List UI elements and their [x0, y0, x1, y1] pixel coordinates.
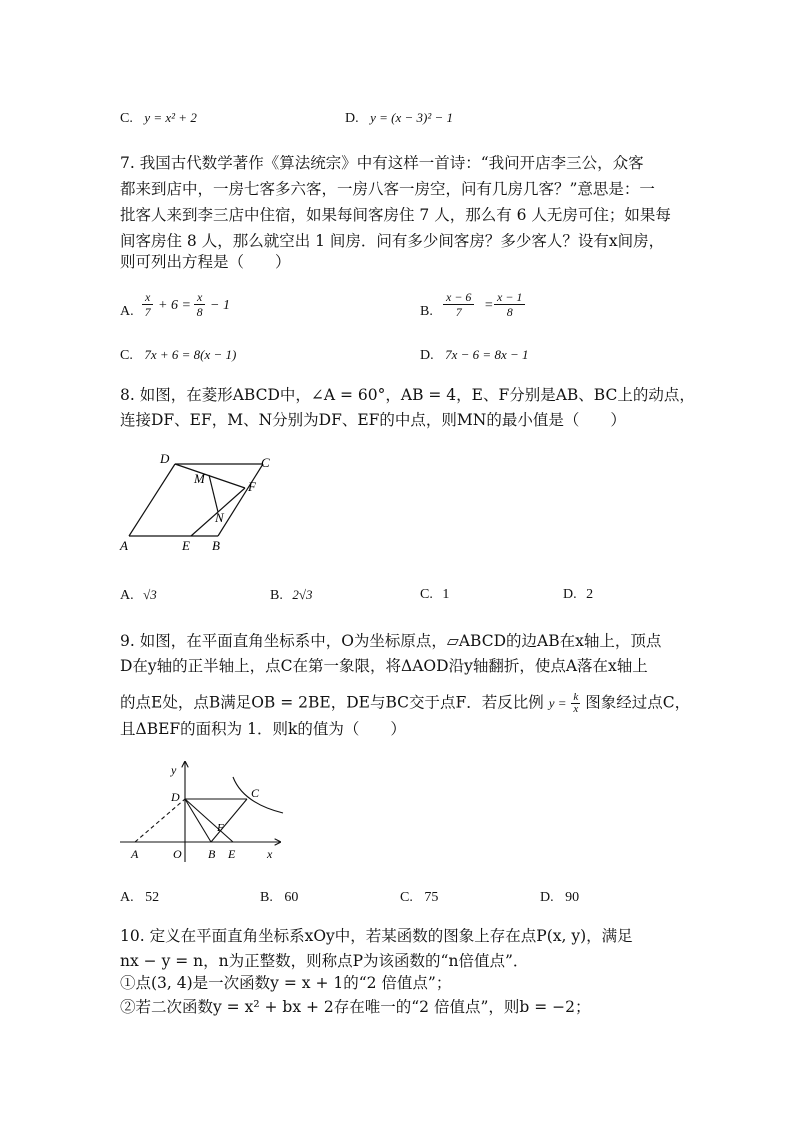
q8-label-b: B [212, 538, 220, 553]
q7-option-a-frac2-num: x [194, 290, 205, 305]
q9-fraction-den: x [573, 703, 579, 715]
q7-option-b-fraction-2 [494, 290, 525, 319]
q9-label-e: E [228, 847, 236, 861]
q9-label-x: x [267, 847, 273, 861]
q8-option-c [420, 587, 449, 603]
q9-option-b-value: 60 [284, 890, 299, 905]
q8-option-b-value: 2√3 [292, 587, 313, 602]
q7-text-line-4: 间客房住 8 人，那么就空出 1 间房．问有多少间客房？多少客人？设有x间房， [120, 232, 665, 250]
q8-label-m: M [194, 471, 205, 486]
q10-text-line-2: nx − y = n，n为正整数，则称点P为该函数的“n倍值点”． [120, 952, 529, 970]
q8-label-d: D [160, 451, 170, 466]
q9-option-b-label: B. [260, 890, 273, 905]
q7-option-c [120, 347, 236, 364]
q9-fraction-num: k [573, 691, 579, 703]
q8-text-line-2: 连接DF、EF，M、N分别为DF、EF的中点，则MN的最小值是（ ） [120, 411, 626, 429]
q7-option-b-frac2-den: 8 [506, 305, 513, 319]
q6-option-d [345, 110, 453, 127]
q7-option-d [420, 347, 528, 364]
q7-option-b-frac2-num: x − 1 [494, 290, 525, 305]
q6-option-d-expr: y = (x − 3)² − 1 [370, 110, 454, 125]
q8-rhombus-figure [115, 445, 290, 555]
q8-label-c: C [261, 455, 270, 470]
q7-option-b-frac1-den: 7 [455, 305, 462, 319]
q7-text-line-1: 7. 我国古代数学著作《算法统宗》中有这样一首诗：“我问开店李三公，众客 [120, 154, 644, 172]
q7-text-line-3: 批客人来到李三店中住宿，如果每间客房住 7 人，那么有 6 人无房可住；如果每 [120, 206, 671, 224]
q9-coordinate-figure [115, 757, 295, 867]
q7-option-a-fraction-2 [194, 290, 205, 319]
q9-label-a: A [131, 847, 139, 861]
q9-option-a-label: A. [120, 890, 134, 905]
q7-option-a-label: A. [120, 304, 134, 319]
q7-text-line-2: 都来到店中，一房七客多六客，一房八客一房空，问有几房几客？”意思是：一 [120, 180, 655, 198]
q9-option-c-value: 75 [424, 890, 439, 905]
q8-option-a-label: A. [120, 588, 134, 603]
q9-label-f: F [217, 822, 224, 834]
q9-label-b: B [208, 847, 216, 861]
q9-option-d-value: 90 [565, 890, 580, 905]
q6-option-c-label: C. [120, 111, 133, 126]
q9-option-c-label: C. [400, 890, 413, 905]
q9-text-line-3 [120, 692, 690, 715]
q7-option-d-label: D. [420, 348, 434, 363]
q10-text-line-1: 10. 定义在平面直角坐标系xOy中，若某函数的图象上存在点P(x, y)，满足 [120, 927, 633, 945]
q8-option-a [120, 587, 157, 604]
q9-text-line-3-pre: 的点E处，点B满足OB = 2BE，DE与BC交于点F．若反比例 [120, 693, 544, 712]
q7-option-a-frac1-den: 7 [144, 305, 151, 319]
q7-option-a-tail: − 1 [210, 298, 230, 313]
q9-text-line-1: 9. 如图，在平面直角坐标系中，O为坐标原点，▱ABCD的边AB在x轴上，顶点 [120, 632, 662, 650]
q6-option-c-expr: y = x² + 2 [144, 110, 197, 125]
q7-option-a-fraction-1 [142, 290, 153, 319]
q7-option-c-label: C. [120, 348, 133, 363]
q8-option-b [270, 587, 312, 604]
q9-text-line-2: D在y轴的正半轴上，点C在第一象限，将ΔAOD沿y轴翻折，使点A落在x轴上 [120, 657, 648, 675]
q7-option-b-mid: = [484, 298, 494, 313]
q10-text-line-4: ②若二次函数y = x² + bx + 2存在唯一的“2 倍值点”，则b = −2； [120, 998, 591, 1016]
q9-option-d [540, 890, 579, 906]
q10-text-line-3: ①点(3, 4)是一次函数y = x + 1的“2 倍值点”； [120, 974, 452, 992]
q7-text-line-5: 则可列出方程是（ ） [120, 253, 291, 271]
q9-label-y: y [171, 763, 177, 777]
q9-label-o: O [173, 847, 182, 861]
q9-text-line-3-post: 图象经过点C， [585, 693, 691, 712]
q7-option-c-expr: 7x + 6 = 8(x − 1) [144, 347, 237, 362]
q9-label-d: D [171, 790, 180, 804]
q9-label-c: C [251, 786, 260, 800]
q8-option-d [563, 587, 593, 603]
q8-option-c-value: 1 [442, 587, 450, 602]
q8-option-c-label: C. [420, 587, 433, 602]
q9-function-y: y = [548, 695, 567, 711]
q7-option-b-fraction-1 [443, 290, 474, 319]
q8-option-b-label: B. [270, 588, 283, 603]
q7-option-a-frac1-num: x [142, 290, 153, 305]
q8-label-e: E [182, 538, 190, 553]
q7-option-b-frac1-num: x − 6 [443, 290, 474, 305]
q8-option-d-value: 2 [586, 587, 594, 602]
q7-option-d-expr: 7x − 6 = 8x − 1 [445, 347, 529, 362]
q9-option-c [400, 890, 438, 906]
q7-option-b-label: B. [420, 304, 433, 319]
q8-option-a-value: √3 [143, 587, 157, 602]
q8-text-line-1: 8. 如图，在菱形ABCD中，∠A = 60°，AB = 4，E、F分别是AB、BC上的动点， [120, 386, 695, 404]
q8-label-n: N [215, 510, 224, 525]
q9-option-d-label: D. [540, 890, 554, 905]
q7-option-a-mid: + 6 = [158, 298, 191, 313]
q9-option-a-value: 52 [145, 890, 160, 905]
q9-text-line-4: 且ΔBEF的面积为 1．则k的值为（ ） [120, 720, 406, 738]
q8-label-a: A [120, 538, 128, 553]
q7-option-a-frac2-den: 8 [196, 305, 203, 319]
q8-option-d-label: D. [563, 587, 577, 602]
q9-function-fraction [571, 692, 580, 715]
q8-label-f: F [248, 479, 256, 494]
q6-option-c [120, 110, 197, 127]
q6-option-d-label: D. [345, 111, 359, 126]
q9-option-a [120, 890, 159, 906]
q9-option-b [260, 890, 298, 906]
